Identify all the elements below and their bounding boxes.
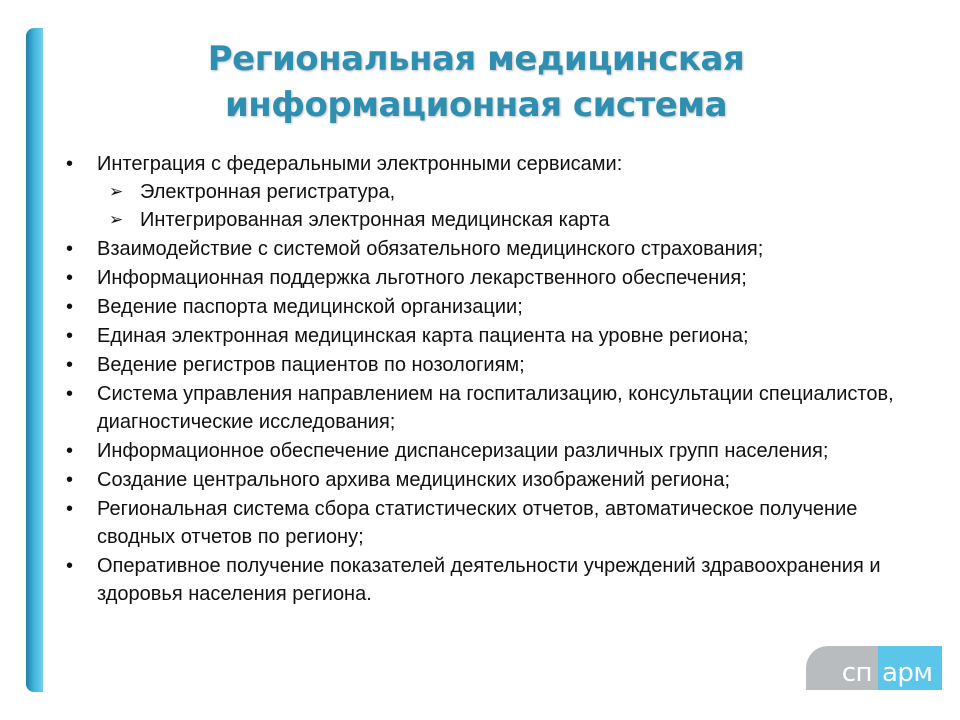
list-item [64, 322, 924, 350]
bullet-icon: • [66, 498, 74, 520]
logo-left-block [806, 646, 878, 690]
logo-left-text: сп [841, 658, 872, 688]
bullet-list [64, 150, 924, 609]
sub-list-item-text: Электронная регистратура, [140, 181, 396, 203]
sub-list [97, 178, 924, 234]
list-item [64, 466, 924, 494]
list-item [64, 495, 924, 551]
bullet-icon: • [66, 153, 74, 175]
bullet-icon: • [66, 469, 74, 491]
list-item-text: Система управления направлением на госпитализацию, консультации специалистов, диагностические исследования; [97, 383, 894, 433]
bullet-icon: • [66, 383, 74, 405]
list-item [64, 150, 924, 234]
list-item [64, 264, 924, 292]
bullet-icon: • [66, 296, 74, 318]
bullet-icon: • [66, 238, 74, 260]
list-item-text: Ведение паспорта медицинской организации; [97, 296, 523, 318]
company-logo [806, 646, 942, 690]
arrow-bullet-icon: ➢ [109, 210, 124, 229]
bullet-icon: • [66, 267, 74, 289]
bullet-icon: • [66, 440, 74, 462]
title-line-2: информационная система [224, 85, 728, 125]
sub-list-item-text: Интегрированная электронная медицинская карта [140, 209, 610, 231]
list-item-text: Единая электронная медицинская карта пациента на уровне региона; [97, 325, 749, 347]
list-item-text: Региональная система сбора статистических отчетов, автоматическое получение сводных отчетов по региону; [97, 498, 858, 548]
bullet-icon: • [66, 325, 74, 347]
title-line-1: Региональная медицинская [207, 39, 745, 79]
list-item [64, 437, 924, 465]
list-item-text: Информационная поддержка льготного лекарственного обеспечения; [97, 267, 747, 289]
list-item [64, 552, 924, 608]
logo-right-text: арм [882, 658, 933, 688]
list-item [64, 293, 924, 321]
list-item-text: Оперативное получение показателей деятельности учреждений здравоохранения и здоровья населения региона. [97, 555, 881, 605]
list-item [64, 235, 924, 263]
bullet-icon: • [66, 555, 74, 577]
list-item-text: Ведение регистров пациентов по нозологиям; [97, 354, 525, 376]
list-item [64, 380, 924, 436]
sub-list-item [97, 206, 924, 234]
bullet-icon: • [66, 354, 74, 376]
list-item-text: Информационное обеспечение диспансеризации различных групп населения; [97, 440, 829, 462]
list-item-text: Интеграция с федеральными электронными сервисами: [97, 153, 623, 175]
logo-right-block [878, 646, 942, 690]
sub-list-item [97, 178, 924, 206]
slide-title [60, 36, 892, 128]
arrow-bullet-icon: ➢ [109, 182, 124, 201]
list-item [64, 351, 924, 379]
left-accent-bar [26, 28, 43, 692]
list-item-text: Взаимодействие с системой обязательного медицинского страхования; [97, 238, 764, 260]
list-item-text: Создание центрального архива медицинских изображений региона; [97, 469, 731, 491]
